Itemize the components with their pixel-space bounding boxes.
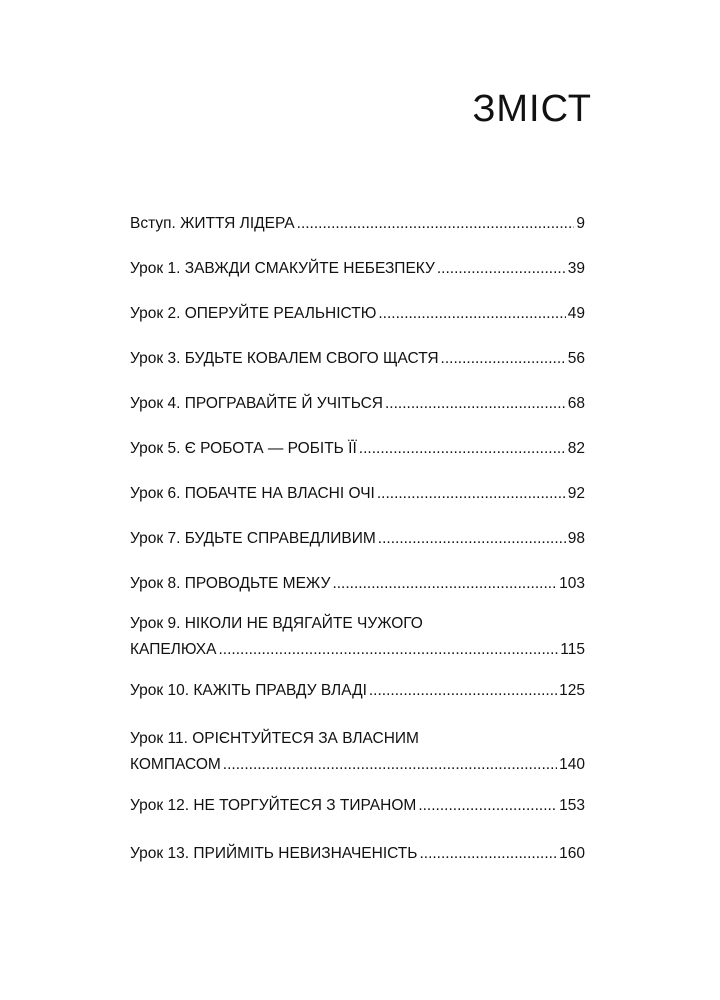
entry-page-number: 92 [567, 485, 585, 502]
entry-title: ОПЕРУЙТЕ РЕАЛЬНІСТЮ [184, 305, 377, 322]
dot-leader [359, 436, 566, 462]
toc-entry-lesson-3[interactable] [130, 346, 585, 372]
toc-entry-lesson-7[interactable] [130, 526, 585, 552]
page-title: ЗМІСТ [472, 88, 592, 130]
dot-leader [377, 481, 566, 507]
entry-prefix: Урок 13. [130, 845, 190, 862]
entry-title: ЗАВЖДИ СМАКУЙТЕ НЕБЕЗПЕКУ [184, 260, 435, 277]
dot-leader [369, 678, 557, 704]
dot-leader [378, 301, 565, 327]
entry-title: НЕ ТОРГУЙТЕСЯ З ТИРАНОМ [193, 797, 417, 814]
dot-leader [332, 571, 557, 597]
entry-page-number: 115 [560, 641, 585, 658]
entry-page-number: 68 [567, 395, 585, 412]
dot-leader [441, 346, 566, 372]
entry-page-number: 98 [567, 530, 585, 547]
entry-prefix: Урок 4. [130, 395, 181, 412]
entry-title: КАПЕЛЮХА [130, 641, 217, 658]
toc-entry-lesson-12[interactable] [130, 793, 585, 819]
entry-prefix: Урок 10. [130, 682, 190, 699]
entry-title: КОМПАСОМ [130, 756, 221, 773]
entry-prefix: Урок 11. [130, 730, 188, 747]
entry-prefix: Урок 7. [130, 530, 181, 547]
entry-prefix: Урок 3. [130, 350, 181, 367]
toc-entry-lesson-4[interactable] [130, 391, 585, 417]
entry-page-number: 49 [567, 305, 585, 322]
entry-page-number: 103 [559, 575, 585, 592]
toc-entry-lesson-11[interactable] [130, 726, 585, 778]
toc-entry-lesson-10[interactable] [130, 678, 585, 704]
entry-prefix: Урок 5. [130, 440, 181, 457]
dot-leader [378, 526, 566, 552]
entry-title: ЖИТТЯ ЛІДЕРА [180, 215, 295, 232]
entry-page-number: 56 [567, 350, 585, 367]
toc-entry-lesson-8[interactable] [130, 571, 585, 597]
entry-page-number: 82 [567, 440, 585, 457]
entry-prefix: Урок 9. [130, 615, 181, 632]
dot-leader [385, 391, 566, 417]
entry-prefix: Урок 1. [130, 260, 181, 277]
entry-page-number: 160 [559, 845, 585, 862]
entry-page-number: 125 [559, 682, 585, 699]
toc-entry-intro[interactable] [130, 211, 585, 237]
entry-title: ПОБАЧТЕ НА ВЛАСНІ ОЧІ [184, 485, 375, 502]
entry-page-number: 39 [567, 260, 585, 277]
entry-title: ПРИЙМІТЬ НЕВИЗНАЧЕНІСТЬ [193, 845, 418, 862]
dot-leader [418, 793, 557, 819]
entry-page-number: 9 [576, 215, 585, 232]
entry-prefix: Урок 6. [130, 485, 181, 502]
entry-title-line-1: ОРІЄНТУЙТЕСЯ ЗА ВЛАСНИМ [192, 730, 419, 747]
entry-title: БУДЬТЕ СПРАВЕДЛИВИМ [184, 530, 376, 547]
dot-leader [297, 211, 575, 237]
entry-prefix: Урок 8. [130, 575, 181, 592]
toc-entry-lesson-6[interactable] [130, 481, 585, 507]
dot-leader [419, 841, 557, 867]
entry-title-line-1: НІКОЛИ НЕ ВДЯГАЙТЕ ЧУЖОГО [184, 615, 423, 632]
dot-leader [437, 256, 566, 282]
entry-title: КАЖІТЬ ПРАВДУ ВЛАДІ [193, 682, 367, 699]
entry-prefix: Урок 12. [130, 797, 190, 814]
toc-entry-lesson-1[interactable] [130, 256, 585, 282]
entry-page-number: 140 [559, 756, 585, 773]
dot-leader [223, 752, 557, 778]
entry-page-number: 153 [559, 797, 585, 814]
entry-prefix: Урок 2. [130, 305, 181, 322]
entry-title: БУДЬТЕ КОВАЛЕМ СВОГО ЩАСТЯ [184, 350, 439, 367]
toc-entry-lesson-2[interactable] [130, 301, 585, 327]
toc-entry-lesson-5[interactable] [130, 436, 585, 462]
toc-entry-lesson-9[interactable] [130, 611, 585, 663]
dot-leader [218, 637, 558, 663]
entry-title: ПРОВОДЬТЕ МЕЖУ [184, 575, 331, 592]
entry-prefix: Вступ. [130, 215, 176, 232]
toc-entry-lesson-13[interactable] [130, 841, 585, 867]
entry-title: Є РОБОТА — РОБІТЬ ЇЇ [184, 440, 357, 457]
entry-title: ПРОГРАВАЙТЕ Й УЧІТЬСЯ [184, 395, 383, 412]
